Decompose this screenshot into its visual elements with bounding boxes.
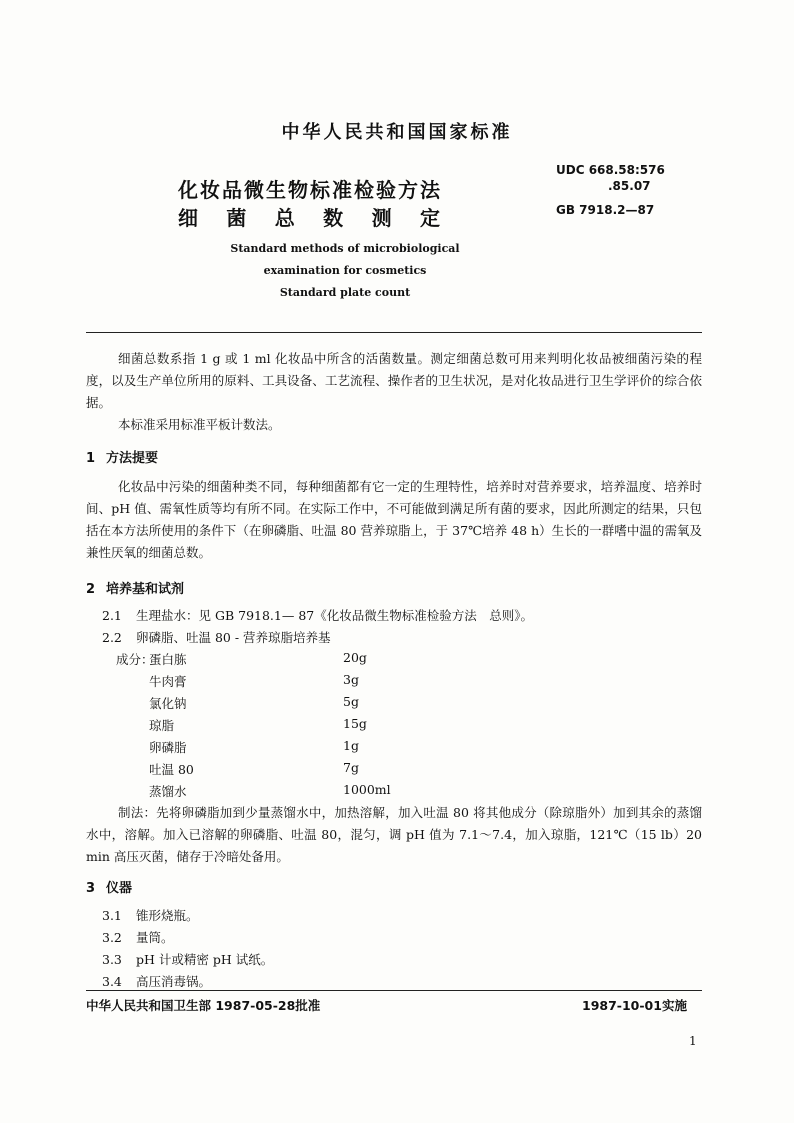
section-title: 仪器 [106, 881, 133, 896]
list-item [102, 606, 533, 624]
list-item [102, 628, 331, 646]
english-title-line: Standard plate count [279, 286, 411, 299]
subtitle-char: 测 [371, 206, 392, 230]
udc-line: .85.07 [608, 179, 651, 193]
list-item [102, 972, 211, 990]
section-number: 2 [86, 582, 96, 597]
subtitle-char: 菌 [226, 206, 247, 230]
ingredient-name: 蛋白胨 [149, 652, 187, 667]
ingredient-amount: 15g [343, 716, 367, 731]
header-divider [86, 332, 702, 333]
item-text: 锥形烧瓶。 [136, 908, 199, 923]
ingredient-amount: 3g [343, 672, 359, 687]
ingredient-name: 氯化钠 [149, 696, 187, 711]
ingredient-name: 卵磷脂 [149, 740, 187, 755]
ingredient-name: 吐温 80 [149, 762, 194, 777]
implementation-date: 1987-10-01实施 [582, 998, 687, 1013]
footer-divider [86, 990, 702, 991]
item-text: 卵磷脂、吐温 80 - 营养琼脂培养基 [136, 630, 331, 645]
subtitle-char: 总 [274, 206, 295, 230]
intro-paragraph: 本标准采用标准平板计数法。 [118, 417, 281, 432]
subtitle-char: 数 [323, 206, 344, 230]
section-number: 3 [86, 881, 96, 896]
section-title: 培养基和试剂 [106, 582, 185, 597]
item-number: 3.3 [102, 952, 122, 967]
document-title: 化妆品微生物标准检验方法 [178, 178, 442, 202]
document-subtitle [178, 202, 440, 231]
udc-code [556, 162, 665, 194]
item-number: 3.1 [102, 908, 122, 923]
section-title: 方法提要 [106, 451, 159, 466]
ingredient-name: 蒸馏水 [149, 784, 187, 799]
item-text: 高压消毒锅。 [136, 974, 212, 989]
english-title-line: Standard methods of microbiological [230, 242, 460, 255]
item-number: 2.2 [102, 630, 122, 645]
section-number: 1 [86, 451, 96, 466]
ingredient-amount: 1000ml [343, 782, 391, 797]
approval-note: 中华人民共和国卫生部 1987-05-28批准 [86, 998, 321, 1013]
ingredient-amount: 1g [343, 738, 359, 753]
list-item [102, 950, 273, 968]
section-heading [86, 447, 158, 466]
ingredients-label: 成分： [116, 652, 154, 667]
item-number: 3.4 [102, 974, 122, 989]
item-number: 2.1 [102, 608, 122, 623]
ingredient-amount: 20g [343, 650, 367, 665]
ingredient-amount: 7g [343, 760, 359, 775]
item-number: 3.2 [102, 930, 122, 945]
preparation-method: 制法：先将卵磷脂加到少量蒸馏水中，加热溶解，加入吐温 80 将其他成分（除琼脂外）加到其余的蒸馏水中，溶解。加入已溶解的卵磷脂、吐温 80，混匀，调 pH 值为 7.1～7.4，加入琼脂，121℃（15 lb）20 min 高压灭菌，储存于冷暗处备用。 [86, 805, 702, 864]
item-text: pH 计或精密 pH 试纸。 [136, 952, 274, 967]
subtitle-char: 细 [178, 206, 198, 230]
section-paragraph: 化妆品中污染的细菌种类不同，每种细菌都有它一定的生理特性，培养时对营养要求，培养温度、培养时间、pH 值、需氧性质等均有所不同。在实际工作中，不可能做到满足所有菌的要求，因此所测定的结果，只包括在本方法所使用的条件下（在卵磷脂、吐温 80 营养琼脂上，于 37℃培养 48 h）生长的一群嗜中温的需氧及兼性厌氧的细菌总数。 [86, 479, 702, 560]
item-text: 生理盐水：见 GB 7918.1— 87《化妆品微生物标准检验方法 总则》。 [136, 608, 533, 623]
list-item [102, 928, 174, 946]
section-heading [86, 877, 132, 896]
gb-number: GB 7918.2—87 [556, 203, 655, 217]
national-standard-heading: 中华人民共和国国家标准 [281, 122, 513, 143]
page-number: 1 [689, 1034, 697, 1048]
english-title-line: examination for cosmetics [263, 264, 427, 277]
item-text: 量筒。 [136, 930, 174, 945]
section-heading [86, 578, 184, 597]
ingredient-name: 牛肉膏 [149, 674, 187, 689]
ingredient-name: 琼脂 [149, 718, 175, 733]
intro-paragraph: 细菌总数系指 1 g 或 1 ml 化妆品中所含的活菌数量。测定细菌总数可用来判明化妆品被细菌污染的程度，以及生产单位所用的原料、工具设备、工艺流程、操作者的卫生状况，是对化妆品进行卫生学评价的综合依据。 [86, 351, 702, 410]
udc-line: UDC 668.58:576 [556, 163, 665, 177]
ingredient-amount: 5g [343, 694, 359, 709]
subtitle-char: 定 [419, 206, 440, 230]
list-item [102, 906, 199, 924]
